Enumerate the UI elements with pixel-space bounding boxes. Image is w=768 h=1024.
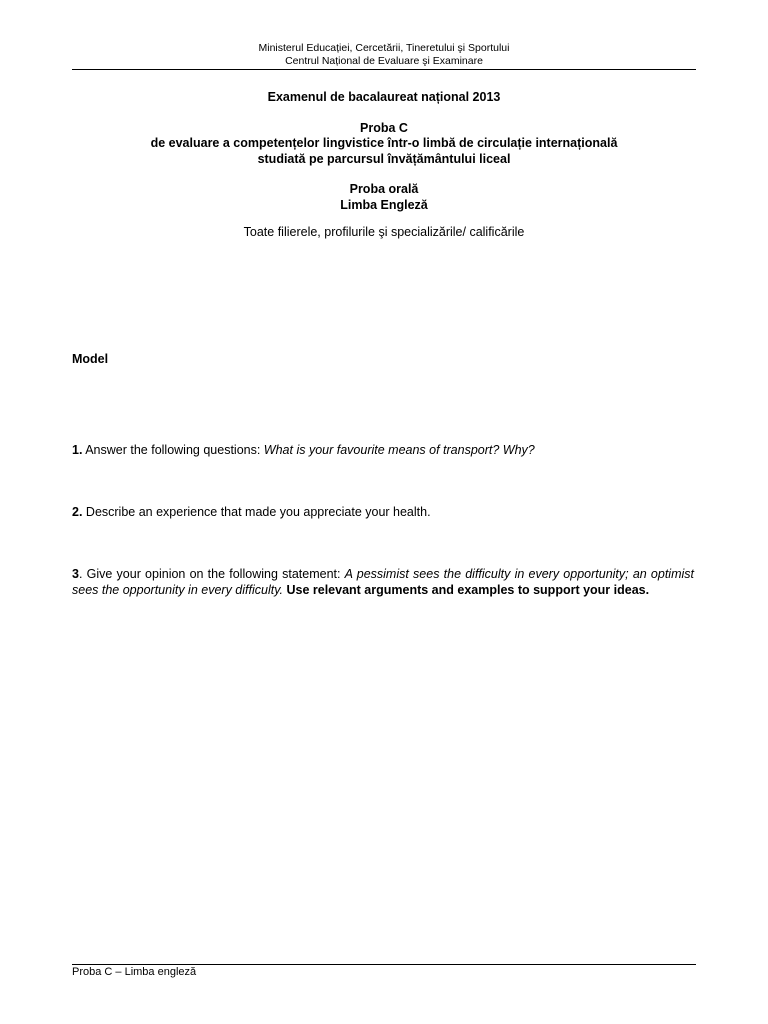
proba-title: Proba C	[360, 120, 408, 135]
header-divider	[72, 69, 696, 70]
proba-description-line2: studiată pe parcursul învățământului liceal	[257, 151, 511, 166]
center-name: Centrul Național de Evaluare şi Examinare	[285, 55, 483, 67]
question-2	[72, 505, 694, 521]
question-number: 1.	[72, 443, 83, 457]
exam-title: Examenul de bacalaureat național 2013	[267, 90, 501, 104]
question-italic: What is your favourite means of transport? Why?	[263, 443, 535, 457]
question-1	[72, 443, 694, 459]
ministry-name: Ministerul Educației, Cercetării, Tineretului şi Sportului	[258, 42, 510, 54]
streams-text: Toate filierele, profilurile şi specializările/ calificările	[243, 225, 525, 239]
question-intro: . Give your opinion on the following statement:	[78, 567, 345, 581]
quote-statement: A pessimist sees the difficulty in every opportunity; an optimist sees the opportunity in every difficulty.	[72, 567, 694, 597]
question-3	[72, 567, 694, 598]
question-number: 2.	[72, 505, 83, 519]
footer-divider	[72, 964, 696, 965]
model-label: Model	[72, 352, 109, 366]
page-header	[72, 42, 696, 68]
question-intro: Describe an experience that made you appreciate your health.	[82, 505, 431, 519]
page-footer: Proba C – Limba engleză	[72, 966, 197, 978]
oral-title: Proba orală	[349, 182, 419, 196]
proba-description-line1: de evaluare a competențelor lingvistice într-o limbă de circulație internațională	[150, 136, 618, 150]
instruction-bold: Use relevant arguments and examples to support your ideas.	[283, 582, 650, 597]
title-block	[72, 90, 696, 241]
question-intro: Answer the following questions:	[82, 443, 264, 457]
language-title: Limba Engleză	[340, 197, 428, 212]
question-number: 3	[72, 567, 79, 581]
